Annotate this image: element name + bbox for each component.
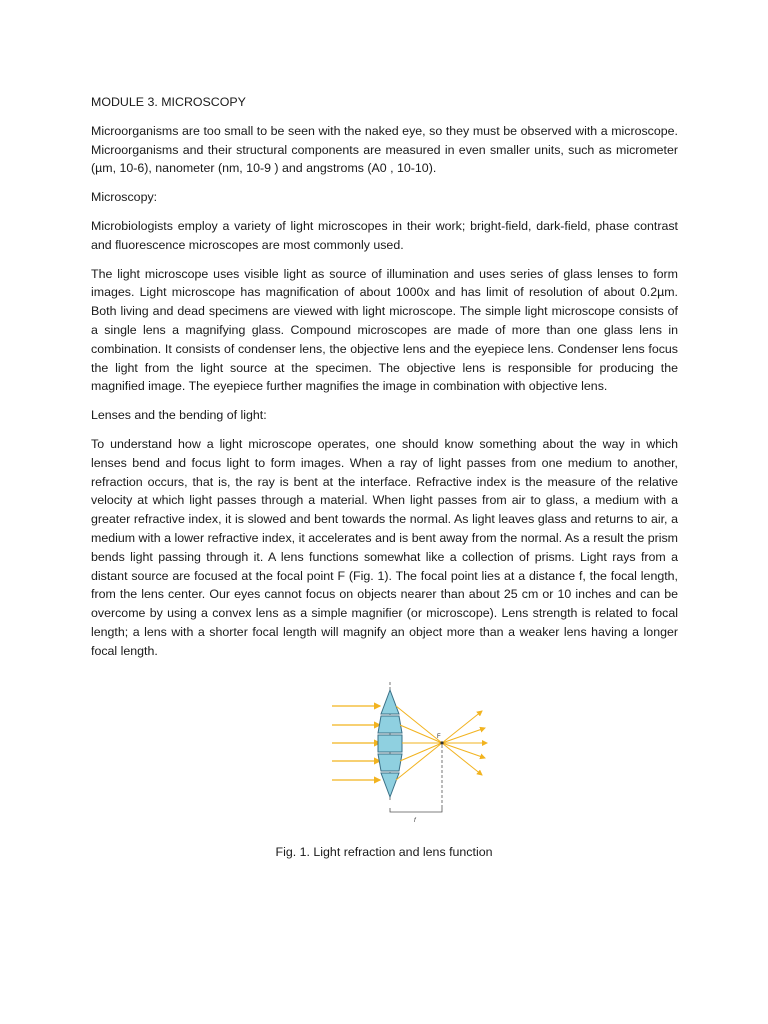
focal-point-label: F bbox=[437, 734, 441, 740]
focal-length-bracket bbox=[390, 808, 442, 812]
light-microscope-paragraph: The light microscope uses visible light as source of illumination and uses series of glass lenses to form images. Light microscope has magnification of about 1000x and has limit of resolution of about 0.2µm. Both living and dead specimens are viewed with light microscope. The simple light microscope consists of a single lens a magnifying glass. Compound microscopes are made of more than one glass lens in combination. It consists of condenser lens, the objective lens and the eyepiece lens. Condenser lens focus the light from the light source at the specimen. The objective lens is responsible for producing the magnified image. The eyepiece further magnifies the image in combination with objective lens. bbox=[91, 266, 678, 394]
focal-point-marker bbox=[440, 741, 443, 744]
figure-caption: Fig. 1. Light refraction and lens function bbox=[275, 845, 493, 859]
microscopy-heading: Microscopy: bbox=[91, 190, 158, 205]
lens-refraction-figure bbox=[330, 680, 490, 825]
module-title: MODULE 3. MICROSCOPY bbox=[91, 95, 246, 109]
document-body bbox=[91, 93, 678, 671]
incoming-rays bbox=[332, 706, 380, 780]
focal-length-label: f bbox=[414, 818, 416, 824]
lenses-heading: Lenses and the bending of light: bbox=[91, 408, 267, 423]
lens-prisms bbox=[378, 690, 402, 797]
intro-paragraph: Microorganisms are too small to be seen with the naked eye, so they must be observed with a microscope. Microorganisms and their structural components are measured in even smaller units, such as micrometer (µm, 10-6), nanometer (nm, 10-9 ) and angstroms (A0 , 10-10). bbox=[91, 123, 678, 176]
microscope-types-paragraph: Microbiologists employ a variety of light microscopes in their work; bright-field, dark-field, phase contrast and fluorescence microscopes are most commonly used. bbox=[91, 218, 678, 252]
lenses-paragraph: To understand how a light microscope operates, one should know something about the way in which lenses bend and focus light to form images. When a ray of light passes from one medium to another, refraction occurs, that is, the ray is bent at the interface. Refractive index is the measure of the relative velocity at which light passes through a material. When light passes from air to glass, a medium with a greater refractive index, it is slowed and bent towards the normal. As light leaves glass and returns to air, a medium with a lower refractive index, it accelerates and is bent away from the normal. As a result the prism bends light passing through it. A lens functions somewhat like a collection of prisms. Light rays from a distant source are focused at the focal point F (Fig. 1). The focal point lies at a distance f, the focal length, from the lens center. Our eyes cannot focus on objects nearer than about 25 cm or 10 inches and can be overcome by using a convex lens as a simple magnifier (or microscope). Lens strength is related to focal length; a lens with a shorter focal length will magnify an object more than a weaker lens having a longer focal length. bbox=[91, 436, 678, 658]
